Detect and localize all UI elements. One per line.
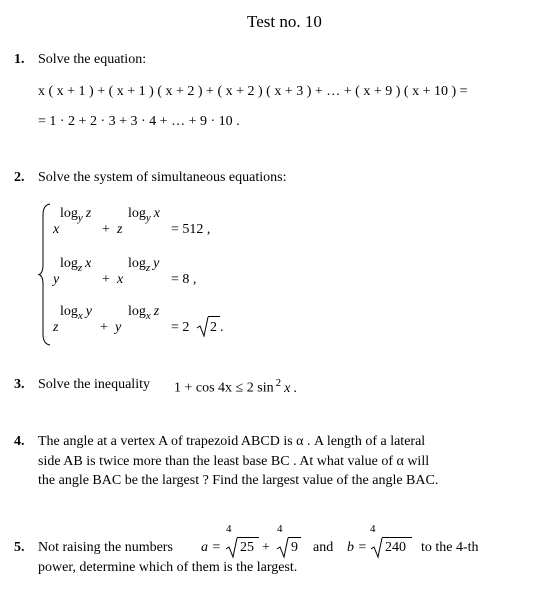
system-eq3-base-1: z xyxy=(53,320,59,335)
system-eq1-base-2: z xyxy=(117,222,123,237)
root-symbol-2 xyxy=(277,537,289,559)
root-index-2: 4 xyxy=(277,523,283,535)
sqrt-bar xyxy=(208,316,220,317)
system-eq1-exponent-2: $\log_y x$ xyxy=(128,206,160,224)
problem-3-text: Solve the inequality xyxy=(38,377,150,392)
system-eq2-exponent-2: $\log_z y$ xyxy=(128,256,160,274)
system-eq3-base-2: y xyxy=(115,320,122,335)
problem-3-inequality: 1 + cos 4x ≤ 2 sin $^2$ x . xyxy=(174,377,298,396)
problem-1-number: 1. xyxy=(14,52,25,67)
problem-5-b-equals: b = xyxy=(347,540,367,555)
problem-4-line1: The angle at a vertex A of trapezoid ABCD is α . A length of a lateral xyxy=(38,434,426,449)
problem-5-number: 5. xyxy=(14,540,25,555)
root-bar-2 xyxy=(288,537,301,538)
problem-1-equation-line1: x ( x + 1 ) + ( x + 1 ) ( x + 2 ) + ( x + 2 ) ( x + 3 ) + … + ( x + 9 ) ( x + 10 ) = xyxy=(38,84,468,99)
system-eq3-exponent-1: $\log_x y$ xyxy=(60,304,92,322)
system-eq2-base-1: y xyxy=(53,272,60,287)
system-eq3-rhs-period: . xyxy=(220,320,224,335)
problem-1-text: Solve the equation: xyxy=(38,52,147,67)
system-eq1-rhs: = 512 , xyxy=(171,222,211,237)
root-index-1: 4 xyxy=(226,523,232,535)
root-symbol-1 xyxy=(226,537,238,559)
root-bar-3 xyxy=(382,537,412,538)
system-eq2-rhs: = 8 , xyxy=(171,272,197,287)
problem-4-line2: side AB is twice more than the least base BC . At what value of α will xyxy=(38,454,430,469)
system-eq3-plus: + xyxy=(100,320,108,335)
root-index-3: 4 xyxy=(370,523,376,535)
system-eq2-exponent-1: $\log_z x$ xyxy=(60,256,92,274)
system-eq3-rhs-radicand: 2 xyxy=(210,320,217,335)
system-eq2-base-2: x xyxy=(117,272,124,287)
problem-5-and: and xyxy=(313,540,334,555)
system-eq1-plus: + xyxy=(102,222,110,237)
problem-5-a-equals: a = xyxy=(201,540,221,555)
root-radicand-1: 25 xyxy=(240,540,254,555)
page-title: Test no. 10 xyxy=(247,12,322,31)
problem-1-equation-line2: = 1 · 2 + 2 · 3 + 3 · 4 + … + 9 · 10 . xyxy=(38,114,240,129)
root-symbol-3 xyxy=(371,537,383,559)
system-eq3-exponent-2: $\log_x z$ xyxy=(128,304,160,322)
problem-5-plus: + xyxy=(262,540,270,555)
problem-2-number: 2. xyxy=(14,170,25,185)
sqrt-symbol xyxy=(197,316,209,338)
problem-5-tail: to the 4-th xyxy=(421,540,479,555)
system-eq1-base-1: x xyxy=(53,222,60,237)
system-eq2-plus: + xyxy=(102,272,110,287)
problem-2-text: Solve the system of simultaneous equations: xyxy=(38,170,287,185)
root-bar-1 xyxy=(237,537,259,538)
problem-3-number: 3. xyxy=(14,377,25,392)
problem-5-line2: power, determine which of them is the largest. xyxy=(38,560,298,575)
problem-4-line3: the angle BAC be the largest ? Find the largest value of the angle BAC. xyxy=(38,473,439,488)
system-eq3-rhs: = 2 xyxy=(171,320,190,335)
root-radicand-2: 9 xyxy=(291,540,298,555)
system-brace xyxy=(38,203,52,346)
root-radicand-3: 240 xyxy=(385,540,406,555)
problem-4-number: 4. xyxy=(14,434,25,449)
problem-5-text: Not raising the numbers xyxy=(38,540,173,555)
system-eq1-exponent-1: $\log_y z$ xyxy=(60,206,92,224)
